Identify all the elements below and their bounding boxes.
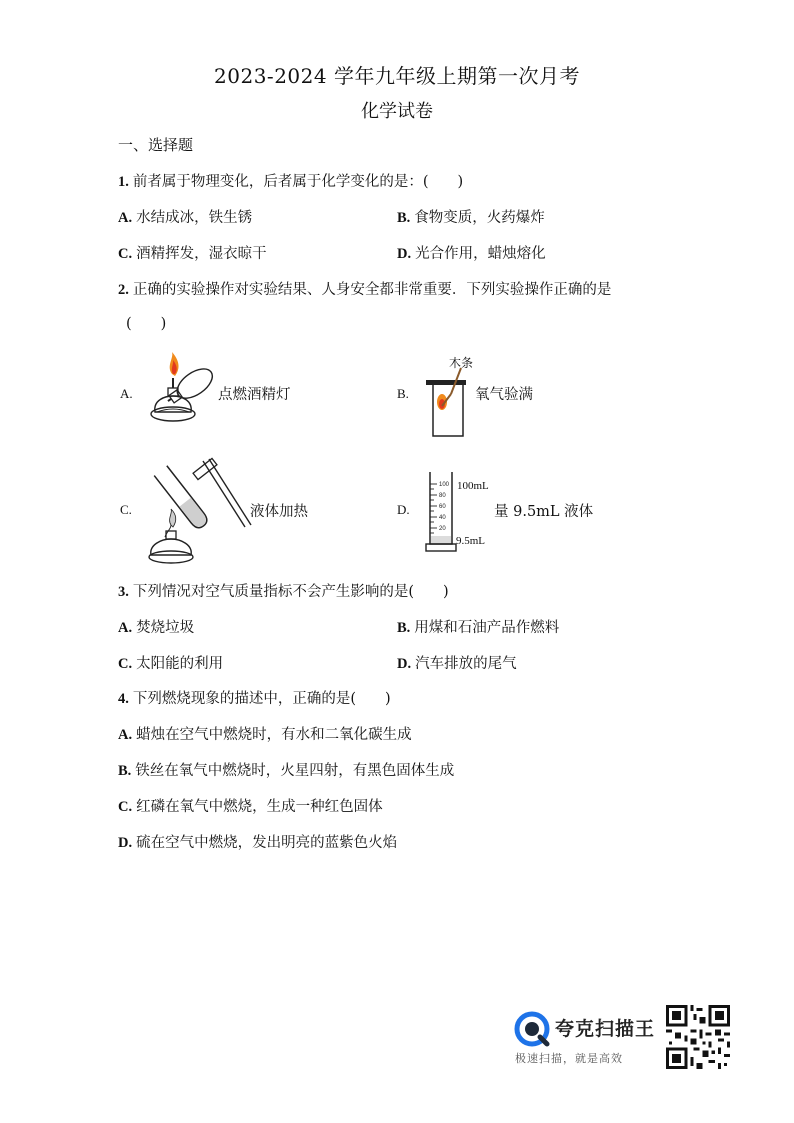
exam-subtitle: 化学试卷 — [361, 101, 433, 122]
option-text: 蜡烛在空气中燃烧时，有水和二氧化碳生成 — [136, 727, 412, 743]
option-2a-caption: 点燃酒精灯 — [218, 387, 291, 403]
gas-bottle-icon — [425, 368, 475, 440]
option-text: 红磷在氧气中燃烧，生成一种红色固体 — [136, 799, 383, 815]
option-1d — [397, 242, 546, 263]
option-text: 光合作用，蜡烛熔化 — [415, 246, 546, 262]
option-2d-letter: D. — [397, 502, 410, 517]
option-3a — [118, 616, 194, 637]
qr-code-icon — [666, 1005, 730, 1069]
question-number: 1. — [118, 174, 129, 190]
option-text: 食物变质，火药爆炸 — [414, 210, 545, 226]
scale-label: 20 — [439, 526, 446, 532]
option-letter: A. — [118, 210, 133, 226]
exam-title: 2023-2024 学年九年级上期第一次月考 — [214, 64, 580, 88]
option-4c — [118, 795, 383, 816]
option-text: 水结成冰，铁生锈 — [136, 210, 253, 226]
cylinder-capacity-label: 100mL — [457, 480, 489, 492]
option-letter: C. — [118, 656, 133, 672]
option-2a-letter: A. — [120, 386, 133, 401]
scale-label: 100 — [439, 482, 450, 488]
scale-label: 40 — [439, 515, 446, 521]
option-2b-caption: 氧气验满 — [475, 387, 533, 403]
option-letter: D. — [397, 246, 412, 262]
wood-strip-label: 木条 — [449, 356, 474, 370]
question-stem: 正确的实验操作对实验结果、人身安全都非常重要．下列实验操作正确的是 — [132, 282, 612, 298]
option-2b-letter: B. — [397, 386, 409, 401]
question-2 — [118, 278, 611, 299]
cylinder-volume-label: 9.5mL — [456, 535, 486, 547]
option-text: 汽车排放的尾气 — [415, 656, 517, 672]
option-letter: B. — [397, 210, 411, 226]
option-letter: C. — [118, 246, 133, 262]
option-letter: C. — [118, 799, 133, 815]
question-number: 4. — [118, 691, 129, 707]
option-2c-letter: C. — [120, 502, 132, 517]
option-2d-caption: 量 9.5mL 液体 — [494, 504, 594, 520]
option-3b — [397, 616, 559, 637]
test-tube-heating-icon — [145, 455, 255, 565]
question-stem: 下列燃烧现象的描述中，正确的是( ) — [132, 691, 391, 707]
option-letter: B. — [397, 620, 411, 636]
question-2-paren: ( ) — [126, 316, 167, 332]
option-1a — [118, 206, 252, 227]
option-text: 铁丝在氧气中燃烧时，火星四射，有黑色固体生成 — [135, 763, 455, 779]
option-text: 硫在空气中燃烧，发出明亮的蓝紫色火焰 — [136, 835, 398, 851]
option-3c — [118, 652, 223, 673]
question-3 — [118, 580, 449, 601]
option-4b — [118, 759, 454, 780]
section-heading: 一、选择题 — [118, 136, 194, 154]
option-letter: A. — [118, 620, 133, 636]
option-letter: D. — [118, 835, 133, 851]
scanner-app-name: 夸克扫描王 — [555, 1018, 656, 1040]
question-stem: 前者属于物理变化，后者属于化学变化的是：( ) — [132, 174, 464, 190]
scale-label: 60 — [439, 504, 446, 510]
scanner-slogan: 极速扫描，就是高效 — [515, 1052, 623, 1065]
option-2c-caption: 液体加热 — [250, 504, 308, 520]
option-1c — [118, 242, 267, 263]
quark-logo-icon — [514, 1011, 550, 1047]
question-number: 2. — [118, 282, 129, 298]
question-number: 3. — [118, 584, 129, 600]
option-letter: B. — [118, 763, 132, 779]
question-1 — [118, 170, 463, 191]
option-letter: D. — [397, 656, 412, 672]
option-3d — [397, 652, 517, 673]
option-text: 焚烧垃圾 — [136, 620, 195, 636]
option-1b — [397, 206, 545, 227]
option-letter: A. — [118, 727, 133, 743]
question-4 — [118, 687, 391, 708]
option-text: 酒精挥发，湿衣晾干 — [136, 246, 267, 262]
option-4a — [118, 723, 412, 744]
alcohol-lamp-ignite-icon — [145, 352, 220, 432]
option-text: 太阳能的利用 — [136, 656, 224, 672]
option-4d — [118, 831, 397, 852]
scale-label: 80 — [439, 493, 446, 499]
option-text: 用煤和石油产品作燃料 — [414, 620, 560, 636]
question-stem: 下列情况对空气质量指标不会产生影响的是( ) — [132, 584, 449, 600]
